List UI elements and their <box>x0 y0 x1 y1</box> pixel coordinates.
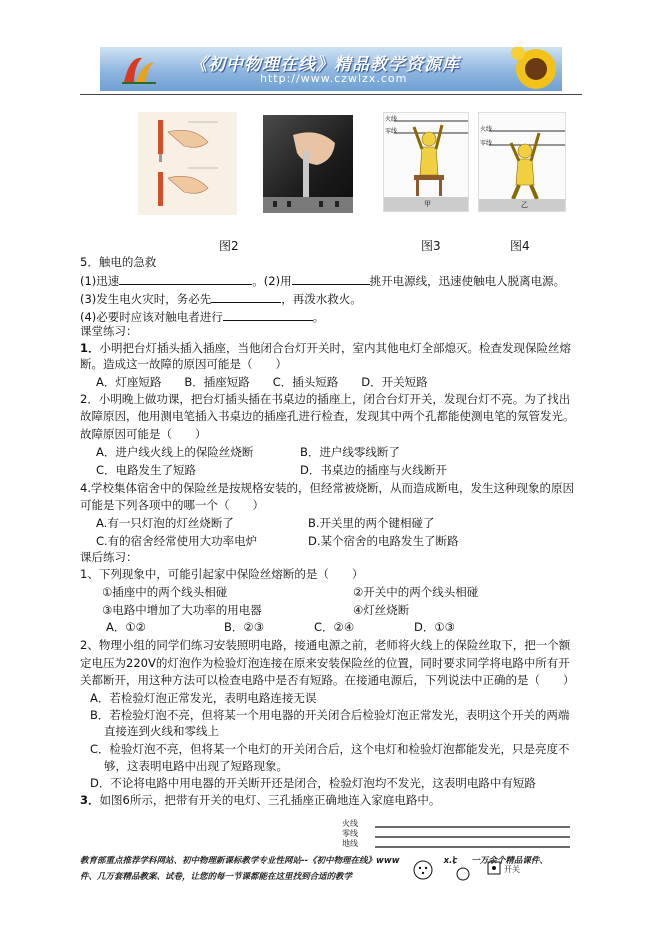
header-banner <box>100 47 562 91</box>
class-q1-line2: 断。造成这一故障的原因可能是（ ） <box>80 357 287 371</box>
figure-4-caption: 图4 <box>510 239 530 253</box>
section5-l1a: (1)迅速 <box>80 274 120 288</box>
footer-l1c: 一万余个精品课件、 <box>471 856 548 866</box>
fig4-neutral-label: 零线 <box>480 140 493 147</box>
footer-l1b: x.c <box>443 856 458 866</box>
fig6-neutral-label: 零线 <box>342 829 358 838</box>
home-q1-item2: ②开关中的两个线头相碰 <box>353 585 479 599</box>
home-q1-stem: 1、下列现象中，可能引起家中保险丝熔断的是（ ） <box>80 567 364 581</box>
home-q3 <box>80 792 440 808</box>
fig4-live-label: 火线 <box>480 126 493 133</box>
footer-line2: 件、几万套精品教案、试卷，让您的每一节课都能在这里找到合适的教学 <box>80 872 353 882</box>
fig3-neutral-label: 零线 <box>385 128 398 135</box>
home-q1-item3: ③电路中增加了大功率的用电器 <box>102 603 262 617</box>
header-rule <box>80 94 582 95</box>
fig6-ground-label: 地线 <box>342 839 358 848</box>
home-q1-option-a: A．①② <box>106 620 146 634</box>
home-q2-line3: 关都断开，用这种方法可以检查电路中是否有短路。在接通电源后，下列说法中正确的是（ ） <box>80 673 575 687</box>
class-q1-number: 1． <box>80 341 100 355</box>
home-exercise-title: 课后练习： <box>80 550 138 564</box>
answer-blank[interactable] <box>223 308 313 321</box>
figure-2-caption: 图2 <box>219 239 239 253</box>
home-q1-option-d: D．①③ <box>414 620 455 634</box>
home-q2-option-d: D．不论将电路中用电器的开关断开还是闭合，检验灯泡均不发光，这表明电路中有短路 <box>90 776 536 790</box>
class-q4-option-a: A.有一只灯泡的灯丝烧断了 <box>96 516 234 530</box>
class-q1-options: A．灯座短路 B．插座短路 C．插头短路 D．开关短路 <box>96 375 428 389</box>
home-q2-option-b1: B．若检验灯泡不亮，但将某一个用电器的开关闭合后检验灯泡正常发光，表明这个开关的两端 <box>90 708 570 722</box>
sunflower-icon <box>510 47 562 91</box>
home-q1-option-c: C．②④ <box>314 620 355 634</box>
class-q1-line1 <box>80 340 571 356</box>
figure-4-image <box>478 112 566 212</box>
class-q4-option-b: B.开关里的两个键相碰了 <box>308 516 435 530</box>
fig3-live-label: 火线 <box>385 116 398 123</box>
home-q2-option-b2: 直接连到火线和零线上 <box>104 724 219 738</box>
section5-title: 5．触电的急救 <box>80 255 157 269</box>
section5-line1 <box>80 272 565 289</box>
section5-l2b: ，再泼水救火。 <box>281 292 362 306</box>
section5-line2 <box>80 290 362 307</box>
class-q4-line2: 可能是下列各项中的哪一个（ ） <box>80 498 264 512</box>
class-q2-line2: 故障原因，他用测电笔插入书桌边的插座孔进行检查，发现其中两个孔都能使测电笔的氖管发光。 <box>80 409 575 423</box>
banner-url[interactable]: http://www.czwlzx.com <box>260 72 408 85</box>
section5-l2a: (3)发生电火灾时，务必先 <box>80 292 212 306</box>
home-q2-option-a: A．若检验灯泡正常发光，表明电路连接无误 <box>90 691 317 705</box>
home-q3-number: 3． <box>80 793 100 807</box>
class-q4-option-c: C.有的宿舍经常使用大功率电炉 <box>96 534 258 548</box>
footer-line1 <box>80 854 548 866</box>
footer-l1a: 教育部重点推荐学科网站、初中物理新课标教学专业性网站--《初中物理在线》www <box>80 856 400 866</box>
section5-l3a: (4)必要时应该对触电者进行 <box>80 310 223 324</box>
test-pen-photo <box>263 115 353 213</box>
class-q2-option-b: B．进户线零线断了 <box>300 445 400 459</box>
class-q2-line3: 故障原因可能是（ ） <box>80 427 207 441</box>
home-q1-option-b: B．②③ <box>224 620 265 634</box>
section5-l1c: 挑开电源线，迅速使触电人脱离电源。 <box>369 274 566 288</box>
fig4-caption-b: 乙 <box>521 201 528 209</box>
home-q1-item1: ①插座中的两个线头相碰 <box>102 585 228 599</box>
home-q3-text: 如图6所示，把带有开关的电灯、三孔插座正确地连入家庭电路中。 <box>99 793 441 807</box>
figure-6-diagram <box>330 812 580 892</box>
home-q2-option-c1: C．检验灯泡不亮，但将某一个电灯的开关闭合后，这个电灯和检验灯泡都能发光，只是亮度不 <box>90 742 570 756</box>
fig3-caption-a: 甲 <box>424 200 431 208</box>
answer-blank[interactable] <box>119 272 252 285</box>
class-exercise-title: 课堂练习： <box>80 324 138 338</box>
fig6-live-label: 火线 <box>342 819 358 828</box>
class-q4-option-d: D.某个宿舍的电路发生了断路 <box>308 534 459 548</box>
class-q2-option-d: D．书桌边的插座与火线断开 <box>300 463 447 477</box>
figure-3-caption: 图3 <box>421 239 441 253</box>
answer-blank[interactable] <box>211 290 281 303</box>
class-q1-text: 小明把台灯插头插入插座，当他闭合台灯开关时，室内其他电灯全部熄灭。检查发现保险丝熔 <box>99 341 572 355</box>
figure-3-image <box>383 112 469 212</box>
class-q2-option-a: A．进户线火线上的保险丝烧断 <box>96 445 254 459</box>
section5-l1b: 。(2)用 <box>252 274 292 288</box>
class-q4-line1: 4.学校集体宿舍中的保险丝是按规格安装的，但经常被烧断，从而造成断电，发生这种现象的原因 <box>80 481 574 495</box>
class-q2-line1: 2．小明晚上做功课，把台灯插头插在书桌边的插座上，闭合台灯开关，发现台灯不亮。为了找出 <box>80 392 571 406</box>
home-q1-item4: ④灯丝烧断 <box>353 603 410 617</box>
logo-icon <box>120 52 158 86</box>
answer-blank[interactable] <box>292 272 370 285</box>
home-q2-option-c2: 够，这表明电路中出现了短路现象。 <box>104 759 288 773</box>
home-q2-line2: 定电压为220V的灯泡作为检验灯泡连接在原来安装保险丝的位置，同时要求同学将电路中所有开 <box>80 656 570 670</box>
class-q2-option-c: C．电路发生了短路 <box>96 463 197 477</box>
figure-2-image <box>138 112 237 215</box>
fig6-switch-label: 开关 <box>504 865 520 874</box>
section5-l3b: 。 <box>312 310 325 324</box>
banner-title: 《初中物理在线》精品教学资源库 <box>190 55 460 75</box>
home-q2-line1: 2、物理小组的同学们练习安装照明电路，接通电源之前，老师将火线上的保险丝取下，把一个额 <box>80 638 571 652</box>
